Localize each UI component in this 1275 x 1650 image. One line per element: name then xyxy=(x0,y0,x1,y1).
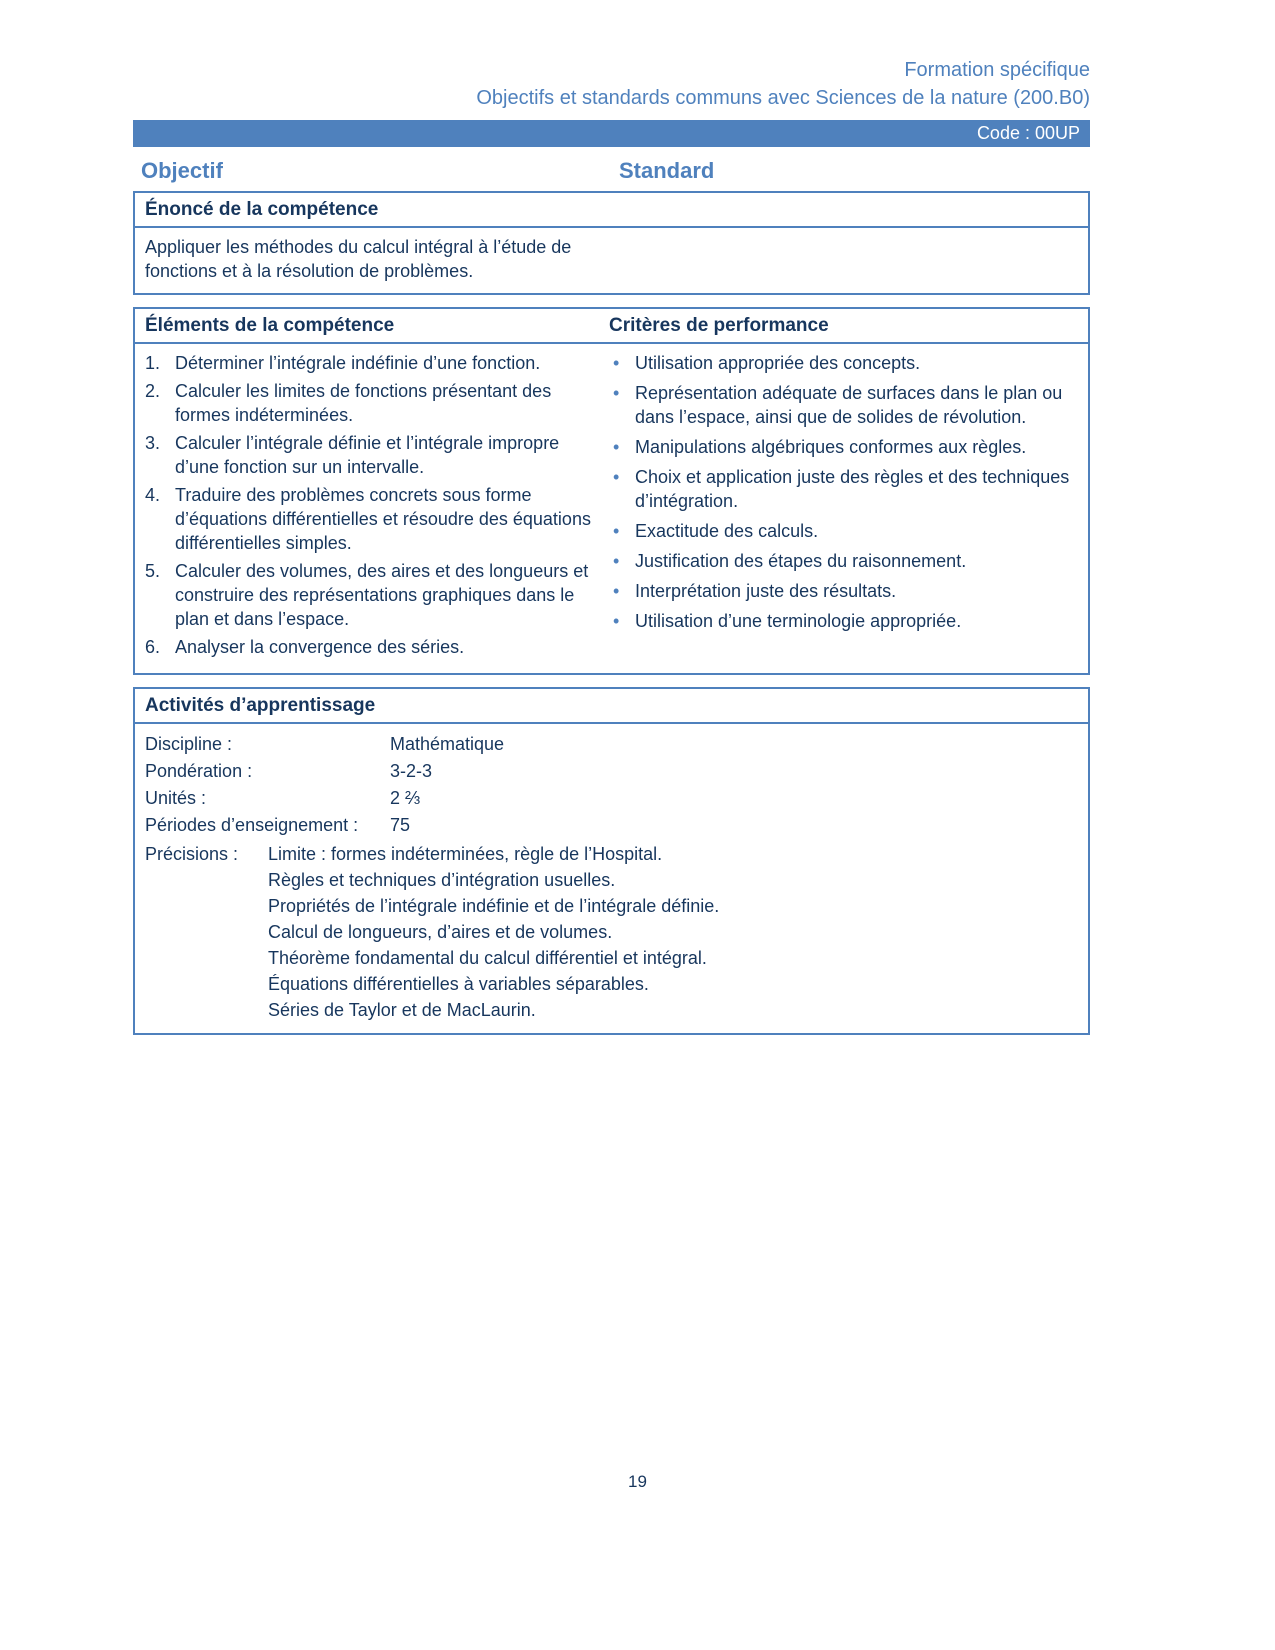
item-text: Déterminer l’intégrale indéfinie d’une fonction. xyxy=(175,353,541,373)
activites-section xyxy=(133,687,1090,1035)
row-label: Pondération : xyxy=(145,761,253,781)
element-item xyxy=(145,483,595,555)
item-text: Traduire des problèmes concrets sous forme d’équations différentielles et résoudre des équations différentielles simples. xyxy=(175,485,591,553)
column-headings xyxy=(133,159,1090,183)
critere-item xyxy=(609,435,1078,459)
element-item xyxy=(145,379,595,427)
bullet-icon: • xyxy=(613,467,620,487)
precision-line: Propriétés de l’intégrale indéfinie et de l’intégrale définie. xyxy=(268,896,720,916)
criteres-title: Critères de performance xyxy=(609,315,829,336)
bullet-icon: • xyxy=(613,551,620,571)
critere-item xyxy=(609,609,1078,633)
activite-row xyxy=(145,758,1078,785)
item-number: 6. xyxy=(145,637,161,657)
item-text: Analyser la convergence des séries. xyxy=(175,637,465,657)
bullet-icon: • xyxy=(613,353,620,373)
item-text: Calculer des volumes, des aires et des longueurs et construire des représentations graphiques dans le plan et dans l’espace. xyxy=(175,561,589,629)
precision-line: Théorème fondamental du calcul différentiel et intégral. xyxy=(268,948,707,968)
critere-item xyxy=(609,549,1078,573)
enonce-body: Appliquer les méthodes du calcul intégral à l’étude de fonctions et à la résolution de problèmes. xyxy=(145,237,572,281)
elements-title: Éléments de la compétence xyxy=(145,315,395,336)
criteres-list xyxy=(609,351,1088,663)
bullet-icon: • xyxy=(613,581,620,601)
header-line-1: Formation spécifique xyxy=(904,59,1090,81)
item-number: 1. xyxy=(145,353,161,373)
critere-item xyxy=(609,381,1078,429)
precision-line: Séries de Taylor et de MacLaurin. xyxy=(268,1000,536,1020)
content-area xyxy=(133,0,1090,1035)
item-text: Exactitude des calculs. xyxy=(635,521,819,541)
element-item xyxy=(145,635,595,659)
row-label: Discipline : xyxy=(145,734,233,754)
item-text: Calculer les limites de fonctions présentant des formes indéterminées. xyxy=(175,381,552,425)
activite-row xyxy=(145,731,1078,758)
item-text: Manipulations algébriques conformes aux règles. xyxy=(635,437,1027,457)
activite-row xyxy=(145,785,1078,812)
page-number: 19 xyxy=(628,1472,647,1491)
activites-body xyxy=(135,724,1088,1033)
critere-item xyxy=(609,351,1078,375)
item-number: 3. xyxy=(145,433,161,453)
critere-item xyxy=(609,465,1078,513)
item-number: 4. xyxy=(145,485,161,505)
elements-header-row xyxy=(135,309,1088,344)
enonce-title: Énoncé de la compétence xyxy=(135,193,1088,228)
precision-line: Limite : formes indéterminées, règle de l’Hospital. xyxy=(268,844,663,864)
critere-item xyxy=(609,519,1078,543)
item-text: Représentation adéquate de surfaces dans le plan ou dans l’espace, ainsi que de solides de révolution. xyxy=(635,383,1063,427)
bullet-icon: • xyxy=(613,611,620,631)
row-value: 3-2-3 xyxy=(390,761,433,781)
bullet-icon: • xyxy=(613,383,620,403)
precisions-label: Précisions : xyxy=(145,844,239,864)
bullet-icon: • xyxy=(613,437,620,457)
elements-list xyxy=(135,351,609,663)
activites-title: Activités d’apprentissage xyxy=(135,689,1088,724)
row-value: 75 xyxy=(390,815,411,835)
precision-line: Équations différentielles à variables séparables. xyxy=(268,974,649,994)
item-text: Calculer l’intégrale définie et l’intégrale impropre d’une fonction sur un intervalle. xyxy=(175,433,560,477)
precisions-block xyxy=(145,841,1078,1023)
precision-line: Règles et techniques d’intégration usuelles. xyxy=(268,870,616,890)
item-number: 2. xyxy=(145,381,161,401)
item-text: Interprétation juste des résultats. xyxy=(635,581,897,601)
item-text: Choix et application juste des règles et des techniques d’intégration. xyxy=(635,467,1070,511)
row-value: Mathématique xyxy=(390,734,505,754)
document-header xyxy=(133,0,1090,112)
item-text: Utilisation appropriée des concepts. xyxy=(635,353,921,373)
critere-item xyxy=(609,579,1078,603)
activite-row xyxy=(145,812,1078,839)
item-number: 5. xyxy=(145,561,161,581)
row-label: Unités : xyxy=(145,788,207,808)
item-text: Justification des étapes du raisonnement. xyxy=(635,551,967,571)
element-item xyxy=(145,431,595,479)
precisions-lines xyxy=(268,841,1078,1023)
standard-heading: Standard xyxy=(619,158,715,183)
code-bar xyxy=(133,120,1090,147)
precision-line: Calcul de longueurs, d’aires et de volumes. xyxy=(268,922,613,942)
item-text: Utilisation d’une terminologie appropriée. xyxy=(635,611,962,631)
header-line-2: Objectifs et standards communs avec Sciences de la nature (200.B0) xyxy=(476,87,1090,109)
row-value: 2 ⅔ xyxy=(390,788,421,808)
row-label: Périodes d’enseignement : xyxy=(145,815,359,835)
element-item xyxy=(145,351,595,375)
enonce-section xyxy=(133,191,1090,295)
objectif-heading: Objectif xyxy=(141,158,223,183)
bullet-icon: • xyxy=(613,521,620,541)
code-label: Code : 00UP xyxy=(976,123,1080,143)
element-item xyxy=(145,559,595,631)
elements-section xyxy=(133,307,1090,675)
